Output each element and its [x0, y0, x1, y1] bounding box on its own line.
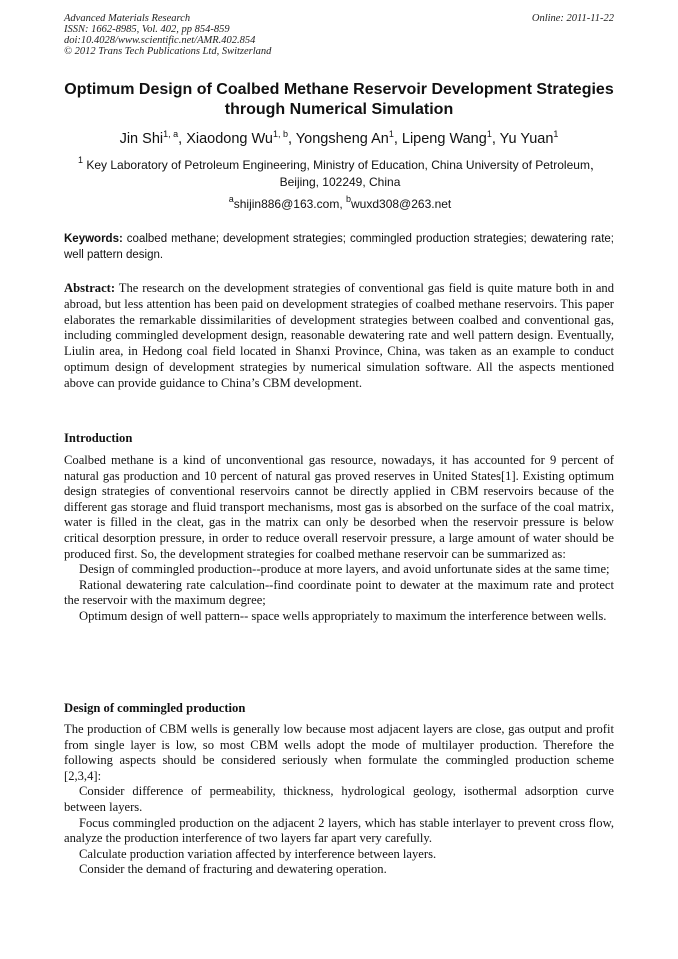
- author-name: Lipeng Wang: [401, 131, 487, 147]
- email-a: shijin886@163.com: [233, 197, 340, 211]
- author-separator: ,: [393, 131, 402, 147]
- abstract: [64, 281, 614, 392]
- paragraph: Optimum design of well pattern-- space wells appropriately to maximum the interference between wells.: [79, 608, 607, 623]
- online-date: Online: 2011-11-22: [531, 13, 614, 24]
- author-affil-mark: 1, b: [272, 129, 288, 139]
- paragraph: Coalbed methane is a kind of unconventional gas resource, nowadays, it has accounted for 9 percent of natural gas production and 10 percent of natural gas proved reserves in United States[1]. Existing optimum design strategies of conventional reservoirs cannot be directly applied in CBM reservoirs because of the different gas storage and fluid transport mechanisms, most gas is absorbed on the surface of the coal matrix, water is filled in the cleat, gas in the matrix can only be desorbed when the reservoir pressure is below critical desorption pressure, in order to reduce overall reservoir pressure, a large amount of water should be produced first. So, the development strategies for coalbed methane reservoir can be summarized as:: [64, 453, 614, 561]
- email-mark-a: a: [228, 194, 234, 204]
- author-affil-mark: 1: [553, 129, 559, 139]
- paragraph: The production of CBM wells is generally low because most adjacent layers are close, gas output and profit from single layer is low, so most CBM wells adopt the mode of multilayer production. Therefore the following aspects should be considered seriously when formulate the commingled production scheme [2,3,4]:: [64, 722, 614, 783]
- introduction-body: [64, 453, 614, 625]
- email-mark-b: b: [345, 194, 351, 204]
- paragraph: Consider the demand of fracturing and dewatering operation.: [79, 862, 387, 877]
- journal-name: Advanced Materials Research: [64, 13, 191, 24]
- copyright-line: © 2012 Trans Tech Publications Ltd, Switzerland: [64, 46, 272, 57]
- keywords-text: coalbed methane; development strategies; commingled production strategies; dewatering rate; well pattern design.: [64, 233, 614, 261]
- paragraph: Calculate production variation affected by interference between layers.: [79, 846, 437, 861]
- issn-line: ISSN: 1662-8985, Vol. 402, pp 854-859: [64, 24, 230, 35]
- email-separator: ,: [339, 197, 346, 211]
- author-name: Yu Yuan: [499, 131, 554, 147]
- affiliation: [64, 157, 616, 191]
- author-name: Jin Shi: [119, 131, 164, 147]
- affiliation-mark: 1: [78, 155, 84, 165]
- email-b: wuxd308@263.net: [351, 197, 452, 211]
- abstract-text: The research on the development strategies of conventional gas field is quite mature both in and abroad, but less attention has been paid on development strategies of coalbed methane reservoirs. This paper elaborates the remarkable dissimilarities of development strategies between coalbed and conventional gas, including commingled development design, reasonable dewatering rate and well pattern design. Eventually, Liulin area, in Hedong coal field located in Shanxi Province, China, was taken as an example to conduct optimum design of development strategies by numerical simulation software. All the aspects mentioned above can provide guidance to China’s CBM development.: [64, 281, 614, 390]
- commingled-body: [64, 722, 614, 878]
- affiliation-comma: ，: [589, 158, 602, 172]
- paragraph: Rational dewatering rate calculation--find coordinate point to dewater at the maximum rate and protect the reservoir with the maximum degree;: [64, 577, 614, 608]
- keywords-label: Keywords:: [64, 233, 123, 245]
- doi-line: doi:10.4028/www.scientific.net/AMR.402.854: [64, 35, 256, 46]
- paper-title: Optimum Design of Coalbed Methane Reservoir Development Strategies through Numerical Simulation: [64, 81, 614, 118]
- author-separator: ,: [491, 131, 500, 147]
- introduction-heading: Introduction: [64, 431, 133, 445]
- paragraph: Consider difference of permeability, thickness, hydrological geology, isothermal adsorption curve between layers.: [64, 784, 614, 814]
- author-affil-mark: 1: [388, 129, 394, 139]
- author-separator: ,: [178, 131, 187, 147]
- author-separator: ,: [288, 131, 296, 147]
- author-name: Xiaodong Wu: [186, 131, 273, 147]
- paragraph: Design of commingled production--produce at more layers, and avoid unfortunate sides at the same time;: [79, 562, 610, 577]
- commingled-heading: Design of commingled production: [64, 701, 246, 715]
- author-emails: [64, 196, 616, 212]
- author-affil-mark: 1, a: [163, 129, 179, 139]
- affiliation-city: Beijing, 102249, China: [279, 175, 401, 189]
- abstract-label: Abstract:: [64, 281, 116, 295]
- author-name: Yongsheng An: [295, 131, 389, 147]
- author-list: [40, 130, 638, 148]
- affiliation-text: Key Laboratory of Petroleum Engineering, Ministry of Education, China University of Petroleum: [83, 158, 590, 172]
- keywords: [64, 231, 614, 263]
- author-affil-mark: 1: [486, 129, 492, 139]
- journal-header: [64, 13, 271, 57]
- paragraph: Focus commingled production on the adjacent 2 layers, which has stable interlayer to prevent cross flow, analyze the production interference of two layers far apart very carefully.: [64, 815, 614, 846]
